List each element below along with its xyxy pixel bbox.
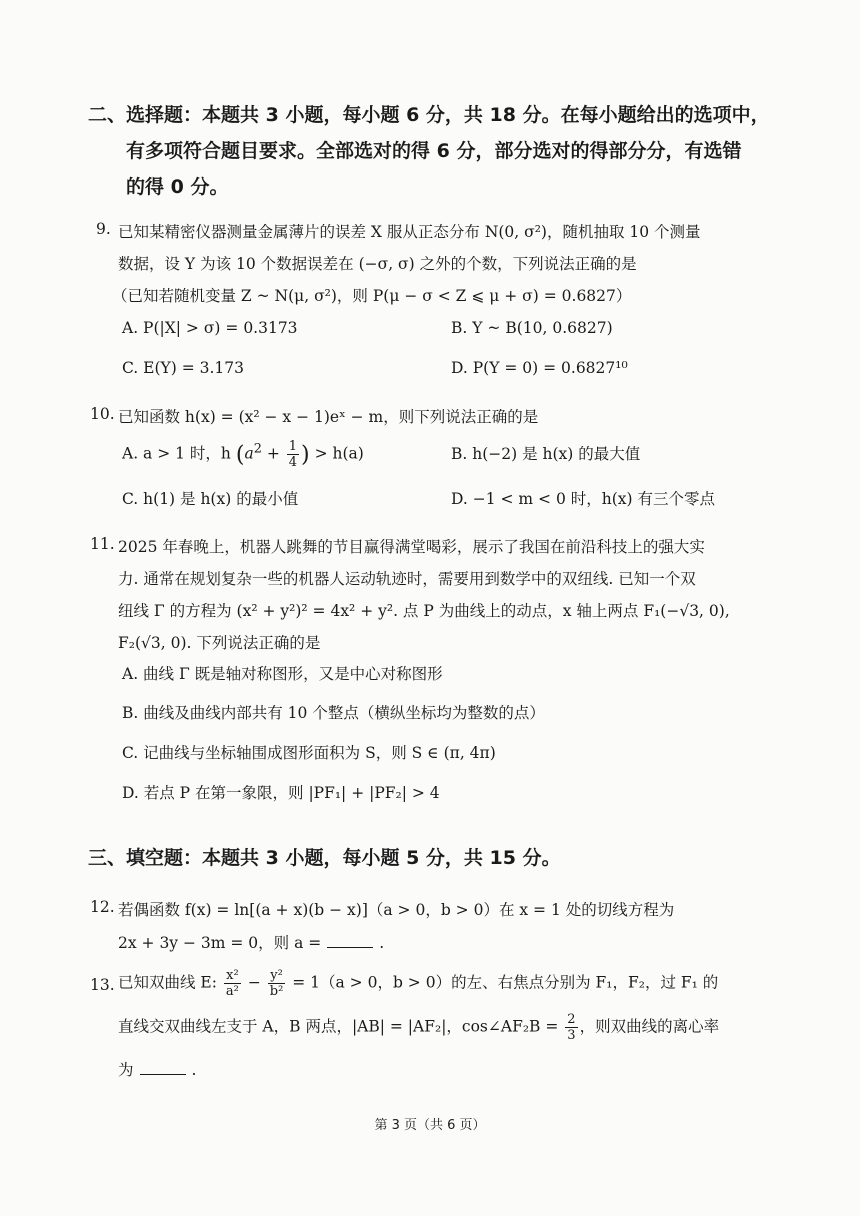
period: . [379,934,385,952]
question-number: 10. [90,405,115,423]
stem-text: 为 [118,1061,134,1079]
option-a-prefix: A. a > 1 时，h [122,444,231,463]
fraction-denominator: a² [225,984,239,999]
question-stem-line-3: （已知若随机变量 Z ~ N(μ, σ²)，则 P(μ − σ < Z ⩽ μ + σ) = 0.6827） [112,287,632,305]
question-stem-line-4: F₂(√3, 0). 下列说法正确的是 [118,634,321,652]
question-stem-line-3 [118,1058,196,1080]
question-number: 12. [90,898,115,916]
option-d: D. P(Y = 0) = 0.6827¹⁰ [451,359,628,377]
period: . [191,1061,197,1079]
question-number: 9. [96,220,111,238]
minus-sign: − [247,973,261,992]
question-stem-line-1 [118,968,718,999]
answer-blank [327,933,373,948]
question-stem-line-1: 2025 年春晚上，机器人跳舞的节目赢得满堂喝彩，展示了我国在前沿科技上的强大实 [118,538,705,556]
section-heading-line-2: 有多项符合题目要求。全部选对的得 6 分，部分选对的得部分分，有选错 [126,140,742,162]
question-stem-line-1: 若偶函数 f(x) = ln[(a + x)(b − x)]（a > 0，b > 0）在 x = 1 处的切线方程为 [118,901,675,919]
option-b: B. 曲线及曲线内部共有 10 个整点（横纵坐标均为整数的点） [122,704,545,722]
fraction-y2-b2 [268,968,286,999]
option-d: D. 若点 P 在第一象限，则 |PF₁| + |PF₂| > 4 [122,784,440,802]
paren-close: ) [301,442,310,468]
stem-text: 已知双曲线 E: [118,973,217,992]
option-b: B. h(−2) 是 h(x) 的最大值 [451,445,641,463]
question-stem-line-1: 已知某精密仪器测量金属薄片的误差 X 服从正态分布 N(0, σ²)，随机抽取 10 个测量 [118,223,701,241]
question-stem-line-2 [118,1012,719,1043]
var-a: a [244,444,254,463]
section-heading-line-1: 三、填空题：本题共 3 小题，每小题 5 分，共 15 分。 [88,847,561,869]
option-c: C. E(Y) = 3.173 [122,359,245,377]
fraction-2-3 [565,1012,577,1043]
question-stem-line-2: 力. 通常在规划复杂一些的机器人运动轨迹时，需要用到数学中的双纽线. 已知一个双 [118,570,696,588]
question-stem-line-2 [118,931,384,953]
option-a: A. P(|X| > σ) = 0.3173 [122,319,298,337]
option-a-suffix: > h(a) [314,444,364,463]
fraction-denominator: b² [269,984,284,999]
option-c: C. h(1) 是 h(x) 的最小值 [122,490,299,508]
paren-open: ( [235,442,245,468]
question-number: 11. [90,535,115,553]
question-stem-line-2-text: 2x + 3y − 3m = 0，则 a = [118,934,322,952]
page-footer: 第 3 页（共 6 页） [374,1118,486,1133]
fraction-numerator: 1 [288,439,298,454]
question-stem: 已知函数 h(x) = (x² − x − 1)eˣ − m，则下列说法正确的是 [118,408,539,426]
section-heading-line-3: 的得 0 分。 [126,176,229,198]
option-c: C. 记曲线与坐标轴围成图形面积为 S，则 S ∈ (π, 4π) [122,744,496,762]
fraction [287,439,299,470]
fraction-denominator: 3 [567,1028,576,1043]
answer-blank [140,1060,186,1075]
fraction-numerator: y² [270,968,283,983]
option-b: B. Y ~ B(10, 0.6827) [451,319,613,337]
fraction-x2-a2 [224,968,241,999]
stem-text: 直线交双曲线左支于 A，B 两点，|AB| = |AF₂|，cos∠AF₂B = [118,1017,559,1036]
exponent: 2 [253,441,262,457]
question-stem-line-2: 数据，设 Y 为该 10 个数据误差在 (−σ, σ) 之外的个数，下列说法正确的是 [118,255,637,273]
option-d: D. −1 < m < 0 时，h(x) 有三个零点 [451,490,715,508]
question-stem-line-3: 纽线 Γ 的方程为 (x² + y²)² = 4x² + y². 点 P 为曲线上的动点，x 轴上两点 F₁(−√3, 0), [118,602,730,620]
fraction-denominator: 4 [288,455,298,470]
stem-text-continued: = 1（a > 0，b > 0）的左、右焦点分别为 F₁，F₂，过 F₁ 的 [292,973,719,992]
stem-text-continued: ，则双曲线的离心率 [579,1017,720,1036]
section-heading-line-1: 二、选择题：本题共 3 小题，每小题 6 分，共 18 分。在每小题给出的选项中， [88,104,770,126]
option-a: A. a > 1 时，h ($a^2$ + $\frac{1}{4}$ ) > h(a) [122,439,364,470]
fraction-numerator: x² [226,968,239,983]
section-heading-multiple-choice [88,97,828,205]
fraction-numerator: 2 [567,1012,576,1027]
question-number: 13. [90,976,115,994]
option-a: A. 曲线 Γ 既是轴对称图形，又是中心对称图形 [122,665,443,683]
section-heading-fill-in [88,840,828,876]
